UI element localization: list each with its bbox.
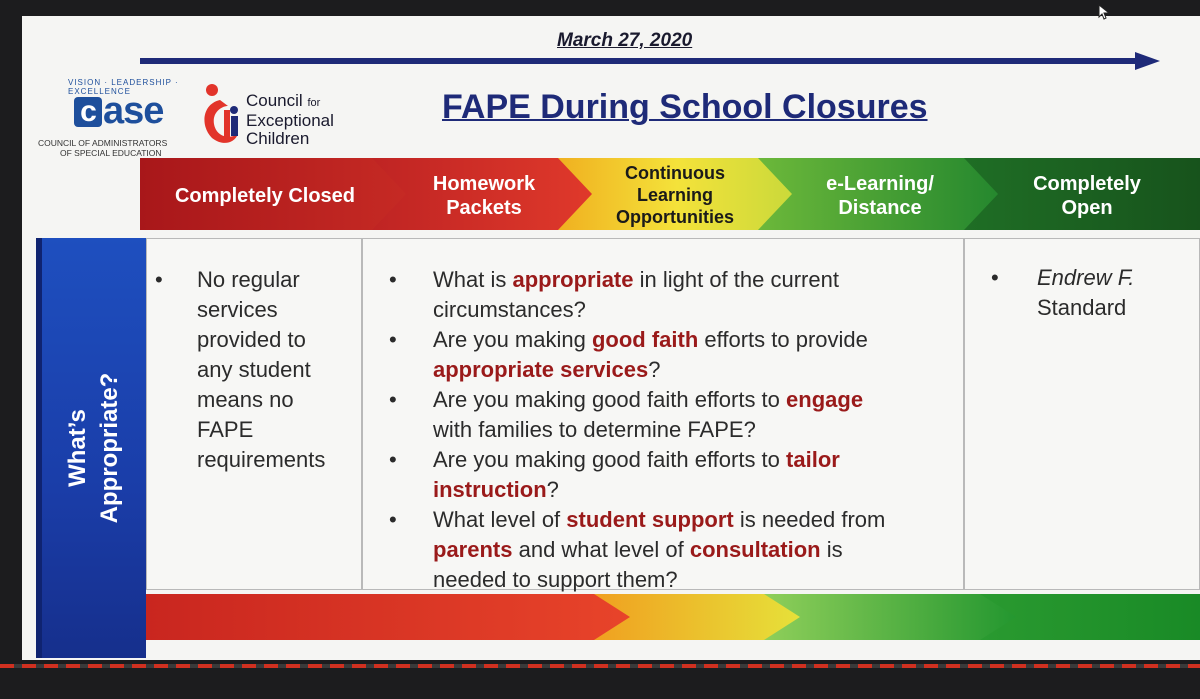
phase-5-line1: Completely	[1033, 173, 1141, 195]
cec-logo	[194, 82, 394, 162]
col1-line: No regular	[197, 267, 300, 292]
text-run: is needed from	[733, 507, 886, 532]
text-run: ?	[546, 477, 559, 502]
keyword-appropriate-services: appropriate services	[433, 357, 649, 382]
slide	[22, 16, 1200, 660]
keyword-student-support: student support	[566, 507, 734, 532]
list-item: • Endrew F. Standard	[991, 265, 1135, 320]
timeline-arrow	[140, 52, 1160, 70]
phase-continuous-learning	[590, 162, 760, 228]
col1-line: provided to	[197, 327, 306, 352]
keyword-consultation: consultation	[689, 537, 821, 562]
keyword-parents: parents	[433, 537, 513, 562]
list-item: • What level of student support is needed from parents and what level of consultation is needed to support them?	[389, 507, 886, 592]
text-run: and what level of	[512, 537, 690, 562]
text-run: What level of	[433, 507, 567, 532]
phase-2-line2: Packets	[446, 197, 522, 219]
phase-completely-open	[1012, 172, 1162, 220]
text-run: What is	[433, 267, 513, 292]
col1-line: means no	[197, 387, 294, 412]
bottom-arrow-1	[146, 594, 634, 640]
col1-line: any student	[197, 357, 311, 382]
phase-3-line2: Learning	[636, 185, 713, 205]
list-item: • Are you making good faith efforts to tailor instruction?	[389, 447, 840, 502]
screen-frame-stripe	[0, 664, 1200, 668]
whats-appropriate-label	[62, 373, 126, 524]
phase-homework-packets	[404, 172, 564, 220]
phase-4-line1: e-Learning/	[826, 173, 934, 195]
keyword-good-faith: good faith	[591, 327, 699, 352]
phase-completely-closed	[160, 184, 370, 208]
text-run: ?	[648, 357, 661, 382]
phase-e-learning	[790, 172, 970, 220]
keyword-appropriate: appropriate	[512, 267, 634, 292]
column-middle-phases	[362, 238, 964, 590]
text-run: Are you making good faith efforts to	[433, 387, 787, 412]
case-wordmark-rest: ase	[103, 90, 164, 132]
text-run: in light of the current	[633, 267, 839, 292]
text-run: needed to support them?	[433, 567, 678, 592]
list-item: • No regular services provided to any student means no FAPE requirements	[155, 267, 326, 472]
cec-wordmark	[246, 92, 334, 148]
col1-line: services	[197, 297, 278, 322]
cec-line3: Children	[246, 129, 310, 148]
keyword-instruction: instruction	[433, 477, 547, 502]
side-label-line1: What’s	[64, 409, 91, 487]
phase-3-line3: Opportunities	[616, 207, 734, 227]
list-item: • Are you making good faith efforts to provide appropriate services?	[389, 327, 868, 382]
col1-line: requirements	[197, 447, 326, 472]
phase-4-line2: Distance	[838, 197, 922, 219]
column-completely-open	[964, 238, 1200, 590]
cec-line2: Exceptional	[246, 111, 334, 130]
cec-line1: Council	[246, 91, 303, 110]
cec-line1-small: for	[307, 97, 321, 109]
case-logo-arc-text: VISION · LEADERSHIP · EXCELLENCE	[68, 78, 179, 96]
phase-5-line2: Open	[1061, 197, 1113, 219]
case-wordmark-c: c	[74, 97, 102, 127]
cec-figure-icon	[198, 82, 244, 154]
phase-2-line1: Homework	[432, 173, 536, 195]
endrew-line2: Standard	[1037, 295, 1127, 320]
endrew-line1: Endrew F.	[1037, 265, 1135, 290]
list-item: • Are you making good faith efforts to engage with families to determine FAPE?	[389, 387, 864, 442]
text-run: Are you making	[433, 327, 592, 352]
keyword-tailor: tailor	[786, 447, 840, 472]
whats-appropriate-sidebar	[36, 238, 146, 658]
case-logo	[38, 78, 188, 158]
list-item: • What is appropriate in light of the current circumstances?	[389, 267, 839, 322]
mouse-cursor-icon	[1098, 4, 1112, 20]
text-run: efforts to provide	[698, 327, 868, 352]
side-label-line2: Appropriate?	[96, 372, 123, 524]
case-subtitle-line2: OF SPECIAL EDUCATION	[60, 148, 162, 158]
text-run: is	[820, 537, 843, 562]
bottom-arrow-3	[764, 594, 1020, 640]
col1-line: FAPE	[197, 417, 254, 442]
keyword-engage: engage	[786, 387, 864, 412]
slide-title: FAPE During School Closures	[442, 88, 928, 126]
phase-3-line1: Continuous	[625, 163, 725, 183]
case-wordmark	[74, 90, 163, 133]
text-run: with families to determine FAPE?	[433, 417, 756, 442]
text-run: Are you making good faith efforts to	[433, 447, 787, 472]
column-completely-closed	[146, 238, 362, 590]
text-run: circumstances?	[433, 297, 586, 322]
case-subtitle-line1: COUNCIL OF ADMINISTRATORS	[38, 138, 168, 148]
bottom-gradient-band	[146, 590, 1200, 644]
date-label: March 27, 2020	[557, 30, 693, 51]
phase-1-line1: Completely Closed	[174, 185, 356, 207]
